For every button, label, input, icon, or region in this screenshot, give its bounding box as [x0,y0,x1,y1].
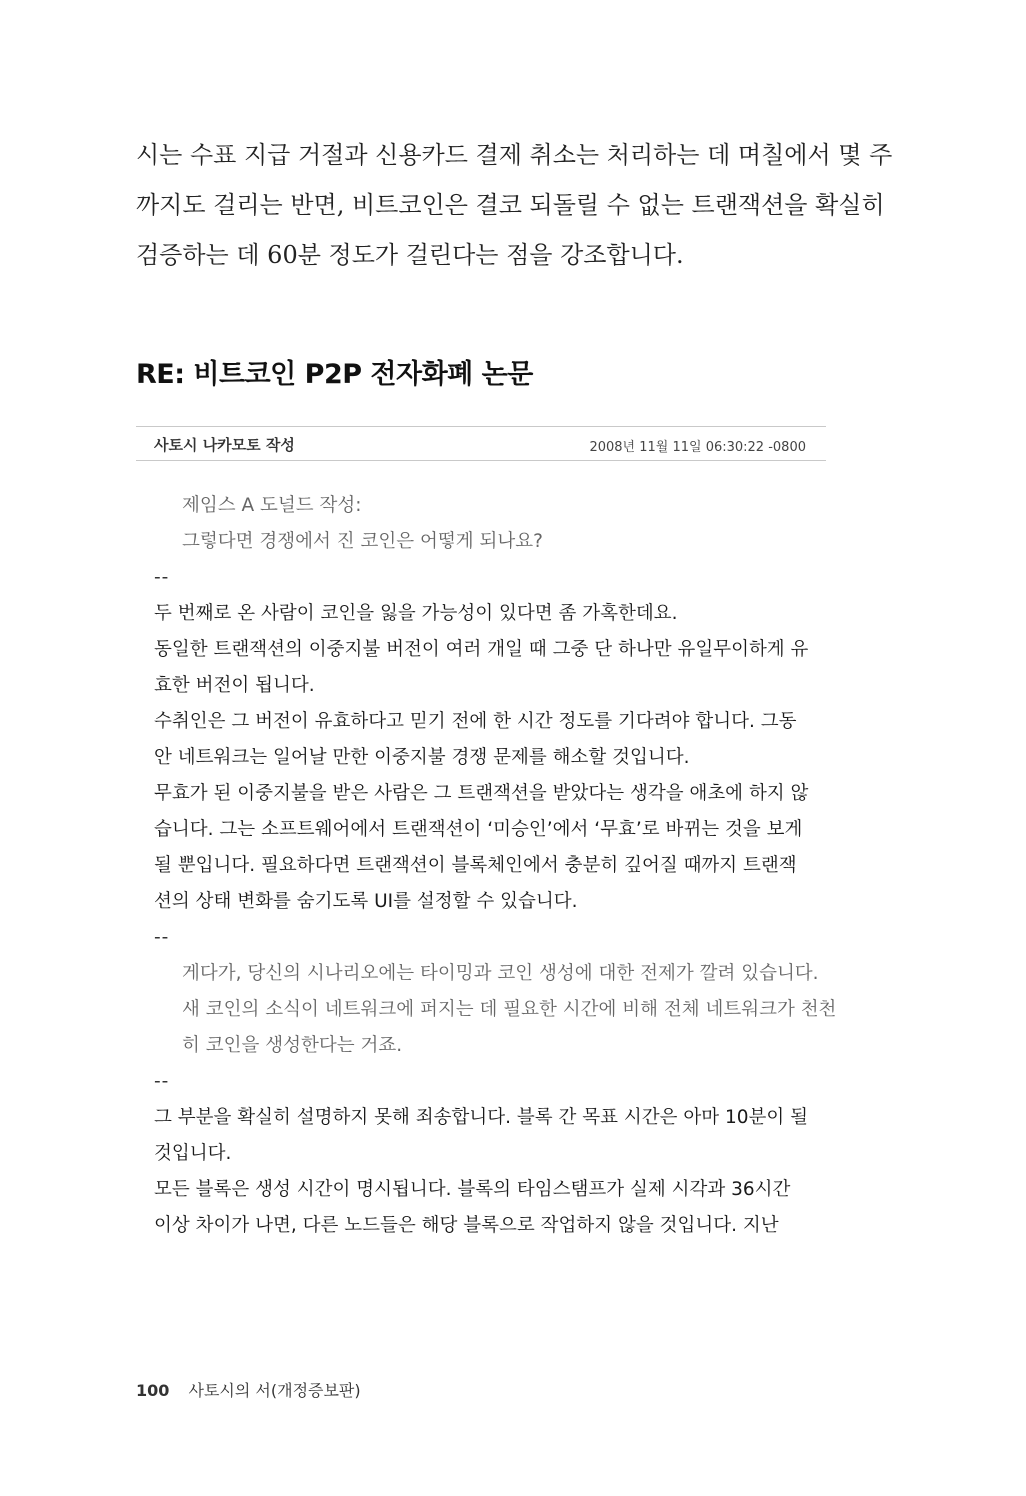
intro-paragraph [136,130,893,280]
page-number: 100 [136,1381,170,1400]
body-line: 그 부분을 확실히 설명하지 못해 죄송합니다. 블록 간 목표 시간은 아마 10분이 될 [154,1107,808,1128]
body-line: 션의 상태 변화를 숨기도록 UI를 설정할 수 있습니다. [154,891,578,912]
quoted-line: 제임스 A 도널드 작성: [182,495,362,516]
page-footer [136,1378,361,1401]
body-line: 이상 차이가 나면, 다른 노드들은 해당 블록으로 작업하지 않을 것입니다. 지난 [154,1215,779,1236]
body-line: 무효가 된 이중지불을 받은 사람은 그 트랜잭션을 받았다는 생각을 애초에 하지 않 [154,783,809,804]
body-line: 안 네트워크는 일어날 만한 이중지불 경쟁 문제를 해소할 것입니다. [154,747,690,768]
body-line: 수취인은 그 버전이 유효하다고 믿기 전에 한 시간 정도를 기다려야 합니다. 그동 [154,711,797,732]
body-line: 두 번째로 온 사람이 코인을 잃을 가능성이 있다면 좀 가혹한데요. [154,603,678,624]
separator: -- [154,567,170,588]
intro-line: 까지도 걸리는 반면, 비트코인은 결코 되돌릴 수 없는 트랜잭션을 확실히 [136,191,885,219]
body-line: 동일한 트랜잭션의 이중지불 버전이 여러 개일 때 그중 단 하나만 유일무이하게 유 [154,639,809,660]
book-title: 사토시의 서(개정증보판) [188,1381,361,1400]
body-line: 것입니다. [154,1143,232,1164]
body-line: 습니다. 그는 소프트웨어에서 트랜잭션이 ‘미승인’에서 ‘무효’로 바뀌는 것을 보게 [154,819,803,840]
post-body [154,488,837,1244]
intro-line: 검증하는 데 60분 정도가 걸린다는 점을 강조합니다. [136,241,684,269]
separator: -- [154,927,170,948]
post-author: 사토시 나카모토 작성 [154,436,295,454]
quoted-line: 히 코인을 생성한다는 거죠. [182,1035,403,1056]
body-line: 모든 블록은 생성 시간이 명시됩니다. 블록의 타임스탬프가 실제 시각과 36시간 [154,1179,791,1200]
quoted-line: 게다가, 당신의 시나리오에는 타이밍과 코인 생성에 대한 전제가 깔려 있습니다. [182,963,819,984]
separator: -- [154,1071,170,1092]
body-line: 효한 버전이 됩니다. [154,675,315,696]
intro-line: 시는 수표 지급 거절과 신용카드 결제 취소는 처리하는 데 며칠에서 몇 주 [136,141,893,169]
quoted-line: 새 코인의 소식이 네트워크에 퍼지는 데 필요한 시간에 비해 전체 네트워크가 천천 [182,999,837,1020]
body-line: 될 뿐입니다. 필요하다면 트랜잭션이 블록체인에서 충분히 깊어질 때까지 트랜잭 [154,855,797,876]
post-date: 2008년 11월 11일 06:30:22 -0800 [589,440,806,455]
section-title: RE: 비트코인 P2P 전자화폐 논문 [136,359,533,390]
post-meta-bar [136,426,826,461]
quoted-line: 그렇다면 경쟁에서 진 코인은 어떻게 되나요? [182,531,543,552]
